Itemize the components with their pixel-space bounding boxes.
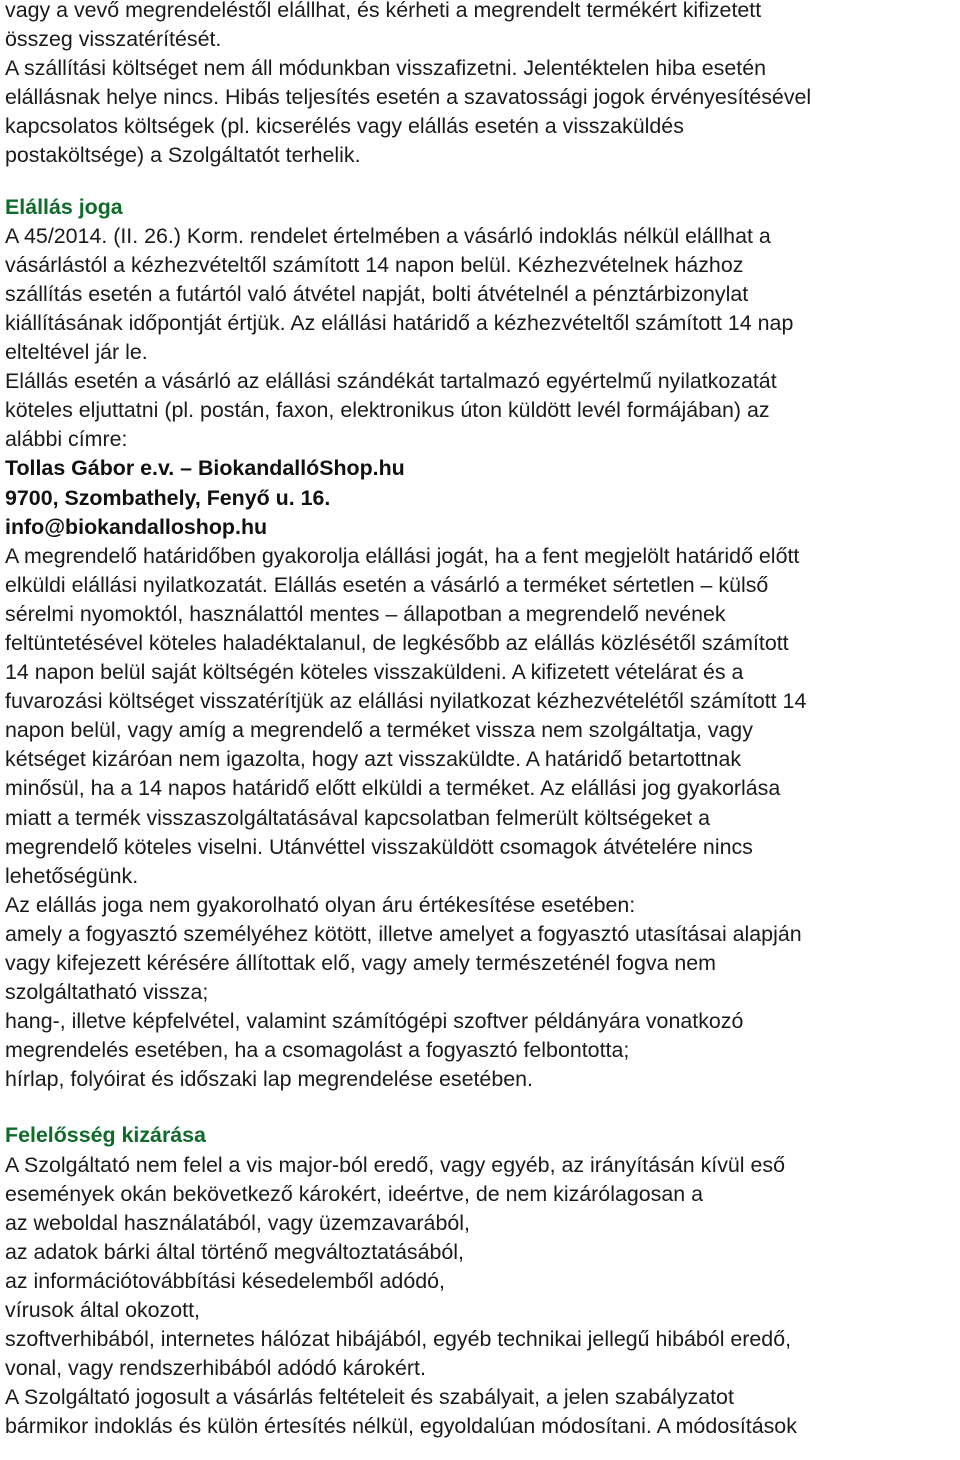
text-line: az adatok bárki által történő megváltoztatásából, xyxy=(5,1239,464,1264)
text-line: vonal, vagy rendszerhibából adódó károkért. xyxy=(5,1356,426,1381)
text-line: napon belül, vagy amíg a megrendelő a terméket vissza nem szolgáltatja, vagy xyxy=(5,718,753,743)
text-line: szállítás esetén a futártól való átvétel napját, bolti átvételnél a pénztárbizonylat xyxy=(5,281,749,306)
text-line: hírlap, folyóirat és időszaki lap megrendelése esetében. xyxy=(5,1067,533,1092)
text-line: elteltével jár le. xyxy=(5,340,148,365)
text-line: A 45/2014. (II. 26.) Korm. rendelet értelmében a vásárló indoklás nélkül elállhat a xyxy=(5,223,771,248)
text-line: események okán bekövetkező károkért, ideértve, de nem kizárólagosan a xyxy=(5,1181,703,1206)
text-line: feltüntetésével köteles haladéktalanul, de legkésőbb az elállás közlésétől számított xyxy=(5,630,789,655)
text-line: amely a fogyasztó személyéhez kötött, illetve amelyet a fogyasztó utasításai alapján xyxy=(5,921,802,946)
text-line: A megrendelő határidőben gyakorolja elállási jogát, ha a fent megjelölt határidő előtt xyxy=(5,543,800,568)
withdrawal-section xyxy=(5,193,954,1095)
text-line: A Szolgáltató nem felel a vis major-ból eredő, vagy egyéb, az irányításán kívül eső xyxy=(5,1152,785,1177)
text-line: vírusok által okozott, xyxy=(5,1298,200,1323)
text-line: szolgáltatható vissza; xyxy=(5,980,209,1005)
text-line: szoftverhibából, internetes hálózat hibájából, egyéb technikai jellegű hibából eredő, xyxy=(5,1327,792,1352)
text-line: összeg visszatérítését. xyxy=(5,27,222,52)
text-line: elállásnak helye nincs. Hibás teljesítés esetén a szavatossági jogok érvényesítésével xyxy=(5,85,812,110)
text-line: minősül, ha a 14 napos határidő előtt elküldi a terméket. Az elállási jog gyakorlása xyxy=(5,776,781,801)
text-line: A szállítási költséget nem áll módunkban visszafizetni. Jelentéktelen hiba esetén xyxy=(5,56,766,81)
text-line: alábbi címre: xyxy=(5,427,128,452)
text-line: fuvarozási költséget visszatérítjük az elállási nyilatkozat kézhezvételétől számított 14 xyxy=(5,689,807,714)
text-line: Az elállás joga nem gyakorolható olyan áru értékesítése esetében: xyxy=(5,892,636,917)
text-line: elküldi elállási nyilatkozatát. Elállás esetén a vásárló a terméket sértetlen – külső xyxy=(5,572,769,597)
text-line: vagy kifejezett kérésére állítottak elő, vagy amely természeténél fogva nem xyxy=(5,951,716,975)
text-line: megrendelés esetében, ha a csomagolást a fogyasztó felbontotta; xyxy=(5,1038,630,1063)
text-line: kiállításának időpontját értjük. Az elállási határidő a kézhezvételtől számított 14 nap xyxy=(5,310,794,335)
section-spacer xyxy=(5,1094,954,1121)
section-heading: Felelősség kizárása xyxy=(5,1123,206,1148)
text-line: köteles eljuttatni (pl. postán, faxon, elektronikus úton küldött levél formájában) az xyxy=(5,398,770,423)
section-heading: Elállás joga xyxy=(5,194,123,219)
text-line: sérelmi nyomoktól, használattól mentes – állapotban a megrendelő nevének xyxy=(5,601,726,626)
company-name: Tollas Gábor e.v. – BiokandallóShop.hu xyxy=(5,456,405,481)
company-address: 9700, Szombathely, Fenyő u. 16. xyxy=(5,485,331,510)
text-line: lehetőségünk. xyxy=(5,863,139,888)
text-line: az információtovábbítási késedelemből adódó, xyxy=(5,1268,445,1293)
text-line: A Szolgáltató jogosult a vásárlás feltételeit és szabályait, a jelen szabályzatot xyxy=(5,1385,734,1410)
text-line: kétséget kizáróan nem igazolta, hogy azt visszaküldte. A határidő betartottnak xyxy=(5,747,742,772)
section-spacer xyxy=(5,171,954,193)
text-line: miatt a termék visszaszolgáltatásával kapcsolatban felmerült költségeket a xyxy=(5,805,711,830)
liability-section xyxy=(5,1121,954,1441)
email-link[interactable]: info@biokandalloshop.hu xyxy=(5,514,268,539)
text-line: vagy a vevő megrendeléstől elállhat, és kérheti a megrendelt termékért kifizetett xyxy=(5,0,762,22)
text-line: az weboldal használatából, vagy üzemzavarából, xyxy=(5,1210,470,1235)
text-line: vásárlástól a kézhezvételtől számított 14 napon belül. Kézhezvételnek házhoz xyxy=(5,252,744,277)
text-line: postaköltsége) a Szolgáltatót terhelik. xyxy=(5,143,361,168)
text-line: 14 napon belül saját költségén köteles visszaküldeni. A kifizetett vételárat és a xyxy=(5,660,744,685)
intro-paragraph xyxy=(5,0,954,171)
text-line: Elállás esetén a vásárló az elállási szándékát tartalmazó egyértelmű nyilatkozatát xyxy=(5,369,777,394)
text-line: hang-, illetve képfelvétel, valamint számítógépi szoftver példányára vonatkozó xyxy=(5,1009,744,1034)
text-line: bármikor indoklás és külön értesítés nélkül, egyoldalúan módosítani. A módosítások xyxy=(5,1414,797,1439)
text-line: kapcsolatos költségek (pl. kicserélés vagy elállás esetén a visszaküldés xyxy=(5,114,684,139)
text-line: megrendelő köteles viselni. Utánvéttel visszaküldött csomagok átvételére nincs xyxy=(5,834,753,859)
